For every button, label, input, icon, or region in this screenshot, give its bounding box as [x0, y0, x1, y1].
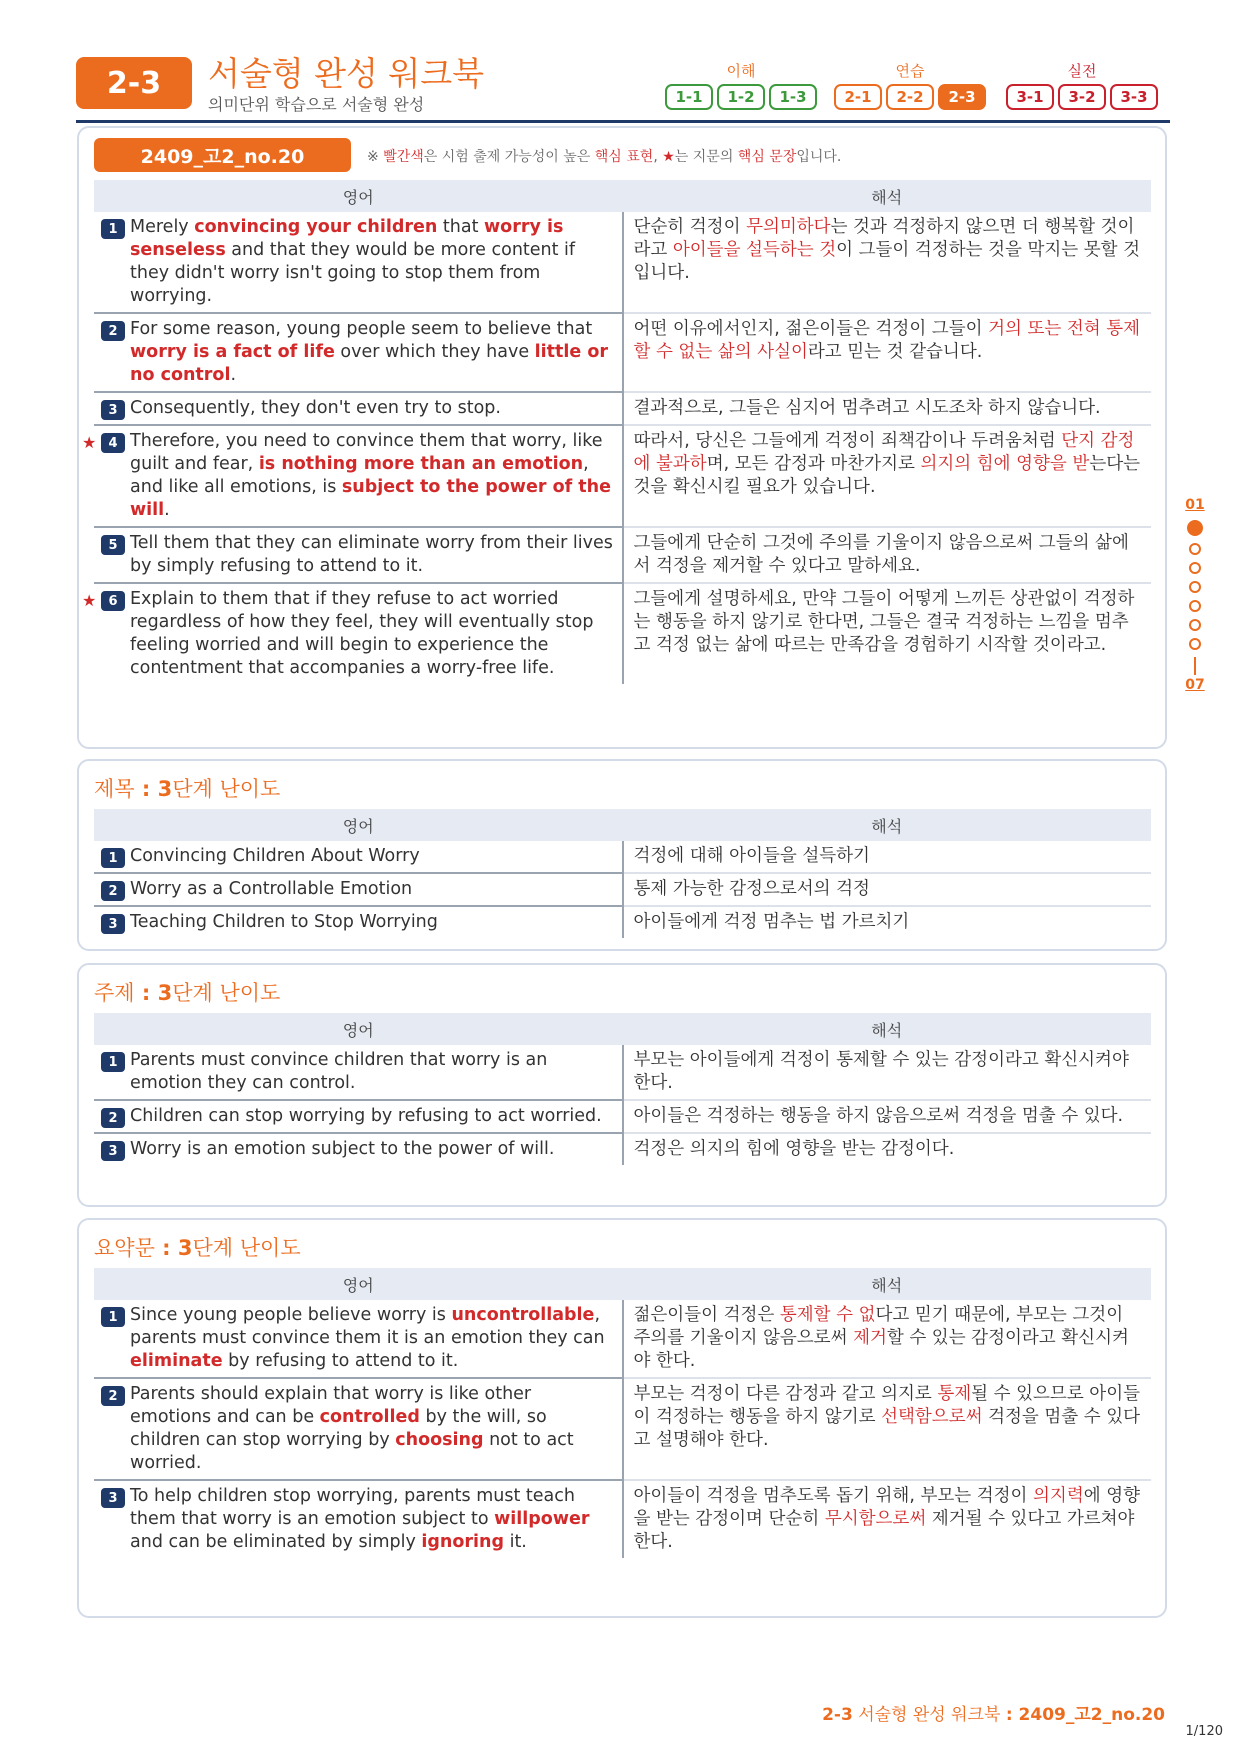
- sentence-ko: 어떤 이유에서인지, 젊은이들은 걱정이 그들이 거의 또는 전혀 통제할 수 없는 삶의 사실이라고 믿는 것 같습니다.: [623, 313, 1152, 392]
- sentence-en: For some reason, young people seem to believe that worry is a fact of life over which they have little or no control.: [130, 319, 609, 385]
- col-header-ko: 해석: [623, 180, 1152, 212]
- summary-en: Since young people believe worry is uncontrollable, parents must convince them it is an emotion they can eliminate by refusing to attend to it.: [130, 1305, 605, 1371]
- table-row: 3 Teaching Children to Stop Worrying 아이들에게 걱정 멈추는 법 가르치기: [94, 906, 1151, 938]
- sentence-ko: 단순히 걱정이 무의미하다는 것과 걱정하지 않으면 더 행복할 것이라고 아이들을 설득하는 것이 그들이 걱정하는 것을 막지는 못할 것입니다.: [623, 212, 1152, 313]
- sentence-en: Merely convincing your children that worry is senseless and that they would be more content if they didn't worry isn't going to stop them from worrying.: [130, 217, 576, 306]
- stage-label-practice: 연습: [895, 62, 925, 80]
- summary-table: [94, 1268, 1151, 1558]
- stage-1-3[interactable]: 1-3: [769, 84, 817, 110]
- summary-en: Parents should explain that worry is like other emotions and can be controlled by the will, so children can stop worrying by choosing not to act worried.: [130, 1384, 574, 1473]
- passage-table: [82, 180, 1151, 684]
- table-row: 2 For some reason, young people seem to believe that worry is a fact of life over which they have little or no control. 어떤 이유에서인지, 젊은이들은 걱정이 그들이 거의 또는 전혀 통제할 수 없는 삶의 사실이라고 믿는 것 같습니다.: [94, 313, 1151, 392]
- stage-1-1[interactable]: 1-1: [665, 84, 713, 110]
- passage-id-chip: 2409_고2_no.20: [94, 138, 351, 172]
- passage-side-nav: [1183, 497, 1207, 693]
- col-header-en: 영어: [94, 180, 623, 212]
- stage-3-3[interactable]: 3-3: [1110, 84, 1158, 110]
- summary-panel: [77, 1218, 1167, 1618]
- summary-ko: 아이들이 걱정을 멈추도록 돕기 위해, 부모는 걱정이 의지력에 영향을 받는 감정이며 단순히 무시함으로써 제거될 수 있다고 가르쳐야 한다.: [633, 1486, 1141, 1552]
- table-row: 3 Consequently, they don't even try to stop. 결과적으로, 그들은 심지어 멈추려고 시도조차 하지 않습니다.: [94, 392, 1151, 425]
- table-row: 5 Tell them that they can eliminate worry from their lives by simply refusing to attend to it. 그들에게 단순히 그것에 주의를 기울이지 않음으로써 그들의 삶에서 걱정을 제거할 수 있다고 말하세요.: [94, 527, 1151, 583]
- col-header-en: 영어: [94, 1013, 623, 1045]
- col-header-ko: 해석: [623, 809, 1152, 841]
- col-header-ko: 해석: [623, 1013, 1152, 1045]
- theme-panel: [77, 963, 1167, 1207]
- stage-group-practice: [834, 84, 986, 110]
- sentence-en: Explain to them that if they refuse to act worried regardless of how they feel, they will eventually stop feeling worried and will begin to experience the contentment that accompanies a worry-free life.: [130, 589, 594, 678]
- key-sentence-star-icon: ★: [82, 433, 97, 452]
- table-row: 2 Children can stop worrying by refusing to act worried. 아이들은 걱정하는 행동을 하지 않음으로써 걱정을 멈출 수 있다.: [94, 1100, 1151, 1133]
- stage-3-2[interactable]: 3-2: [1058, 84, 1106, 110]
- page-title: 서술형 완성 워크북: [208, 54, 485, 93]
- table-row: 1 Parents must convince children that worry is an emotion they can control. 부모는 아이들에게 걱정이 통제할 수 있는 감정이라고 확신시켜야 한다.: [94, 1045, 1151, 1100]
- stage-3-1[interactable]: 3-1: [1006, 84, 1054, 110]
- sentence-en: Tell them that they can eliminate worry from their lives by simply refusing to attend to it.: [130, 533, 613, 576]
- summary-ko: 젊은이들이 걱정은 통제할 수 없다고 믿기 때문에, 부모는 그것이 주의를 기울이지 않음으로써 제거할 수 있는 감정이라고 확신시켜야 한다.: [623, 1300, 1152, 1378]
- theme-table: [94, 1013, 1151, 1165]
- side-nav-start: 01: [1185, 497, 1205, 513]
- title-table: [94, 809, 1151, 938]
- sentence-en: Therefore, you need to convince them that worry, like guilt and fear, is nothing more than an emotion, and like all emotions, is subject to the power of the will.: [130, 431, 611, 520]
- side-nav-line: [1194, 657, 1196, 675]
- stage-2-2[interactable]: 2-2: [886, 84, 934, 110]
- table-row: 1 Since young people believe worry is uncontrollable, parents must convince them it is an emotion they can eliminate by refusing to attend to it. 젊은이들이 걱정은 통제할 수 없다고 믿기 때문에, 부모는 그것이 주의를 기울이지 않음으로써 제거할 수 있는 감정이라고 확신시켜야 한다.: [94, 1300, 1151, 1378]
- sentence-ko: 그들에게 설명하세요, 만약 그들이 어떻게 느끼든 상관없이 걱정하는 행동을 하지 않기로 한다면, 그들은 결국 걱정하는 느낌을 멈추고 걱정 없는 삶에 따르는 만족감을 경험하기 시작할 것이라고.: [633, 589, 1135, 655]
- section-badge: 2-3: [76, 57, 192, 109]
- table-row: 1 Merely convincing your children that worry is senseless and that they would be more content if they didn't worry isn't going to stop them from worrying. 단순히 걱정이 무의미하다는 것과 걱정하지 않으면 더 행복할 것이라고 아이들을 설득하는 것이 그들이 걱정하는 것을 막지는 못할 것입니다.: [94, 212, 1151, 313]
- sentence-ko: 그들에게 단순히 그것에 주의를 기울이지 않음으로써 그들의 삶에서 걱정을 제거할 수 있다고 말하세요.: [623, 527, 1152, 583]
- page-footer: 2-3 서술형 완성 워크북 : 2409_고2_no.20: [822, 1705, 1165, 1725]
- summary-en: To help children stop worrying, parents must teach them that worry is an emotion subject to willpower and can be eliminated by simply ignoring it.: [130, 1486, 590, 1552]
- sentence-ko: 따라서, 당신은 그들에게 걱정이 죄책감이나 두려움처럼 단지 감정에 불과하며, 모든 감정과 마찬가지로 의지의 힘에 영향을 받는다는 것을 확신시킬 필요가 있습니다.: [623, 425, 1152, 527]
- table-row: 1 Convincing Children About Worry 걱정에 대해 아이들을 설득하기: [94, 841, 1151, 873]
- sentence-en: Consequently, they don't even try to stop.: [130, 398, 501, 418]
- stage-2-3[interactable]: 2-3: [938, 84, 986, 110]
- section-heading-theme: 주제 : 3단계 난이도: [94, 981, 281, 1005]
- table-row: 3 Worry is an emotion subject to the power of will. 걱정은 의지의 힘에 영향을 받는 감정이다.: [94, 1133, 1151, 1165]
- header-divider: [76, 120, 1170, 123]
- page-number: 1/120: [1185, 1724, 1223, 1739]
- side-nav-dot[interactable]: [1189, 619, 1201, 631]
- stage-1-2[interactable]: 1-2: [717, 84, 765, 110]
- sentence-ko: 결과적으로, 그들은 심지어 멈추려고 시도조차 하지 않습니다.: [623, 392, 1152, 425]
- key-sentence-star-icon: ★: [82, 591, 97, 610]
- passage-panel: [77, 126, 1167, 749]
- stage-2-1[interactable]: 2-1: [834, 84, 882, 110]
- side-nav-end: 07: [1185, 677, 1205, 693]
- col-header-en: 영어: [94, 809, 623, 841]
- side-nav-dot[interactable]: [1189, 543, 1201, 555]
- stage-group-understand: [665, 84, 817, 110]
- stage-label-real: 실전: [1067, 62, 1097, 80]
- section-heading-title: 제목 : 3단계 난이도: [94, 777, 281, 801]
- section-heading-summary: 요약문 : 3단계 난이도: [94, 1236, 301, 1260]
- table-row: ★ 6 Explain to them that if they refuse to act worried regardless of how they feel, they will eventually stop feeling worried and will begin to experience the contentment that accompanies a worry-free life. 그들에게 설명하세요, 만약 그들이 어떻게 느끼든 상관없이 걱정하는 행동을 하지 않기로 한다면, 그들은 결국 걱정하는 느낌을 멈추고 걱정 없는 삶에 따르는 만족감을 경험하기 시작할 것이라고.: [94, 583, 1151, 684]
- title-panel: [77, 759, 1167, 951]
- side-nav-dot[interactable]: [1189, 600, 1201, 612]
- side-nav-dot[interactable]: [1189, 562, 1201, 574]
- table-row: 3 To help children stop worrying, parents must teach them that worry is an emotion subject to willpower and can be eliminated by simply ignoring it. 아이들이 걱정을 멈추도록 돕기 위해, 부모는 걱정이 의지력에 영향을 받는 감정이며 단순히 무시함으로써 제거될 수 있다고 가르쳐야 한다.: [94, 1480, 1151, 1558]
- page-subtitle: 의미단위 학습으로 서술형 완성: [208, 95, 425, 114]
- summary-ko: 부모는 걱정이 다른 감정과 같고 의지로 통제될 수 있으므로 아이들이 걱정하는 행동을 하지 않기로 선택함으로써 걱정을 멈출 수 있다고 설명해야 한다.: [623, 1378, 1152, 1480]
- col-header-ko: 해석: [623, 1268, 1152, 1300]
- stage-group-real: [1006, 84, 1158, 110]
- side-nav-dot[interactable]: [1189, 581, 1201, 593]
- table-row: 2 Worry as a Controllable Emotion 통제 가능한 감정으로서의 걱정: [94, 873, 1151, 906]
- col-header-en: 영어: [94, 1268, 623, 1300]
- table-row: ★ 4 Therefore, you need to convince them that worry, like guilt and fear, is nothing more than an emotion, and like all emotions, is subject to the power of the will. 따라서, 당신은 그들에게 걱정이 죄책감이나 두려움처럼 단지 감정에 불과하며, 모든 감정과 마찬가지로 의지의 힘에 영향을 받는다는 것을 확신시킬 필요가 있습니다.: [94, 425, 1151, 527]
- side-nav-dot-active[interactable]: [1187, 520, 1203, 536]
- legend-note: ※ 빨간색은 시험 출제 가능성이 높은 핵심 표현, ★는 지문의 핵심 문장입니다.: [367, 149, 842, 165]
- table-row: 2 Parents should explain that worry is like other emotions and can be controlled by the will, so children can stop worrying by choosing not to act worried. 부모는 걱정이 다른 감정과 같고 의지로 통제될 수 있으므로 아이들이 걱정하는 행동을 하지 않기로 선택함으로써 걱정을 멈출 수 있다고 설명해야 한다.: [94, 1378, 1151, 1480]
- side-nav-dot[interactable]: [1189, 638, 1201, 650]
- stage-label-understand: 이해: [726, 62, 756, 80]
